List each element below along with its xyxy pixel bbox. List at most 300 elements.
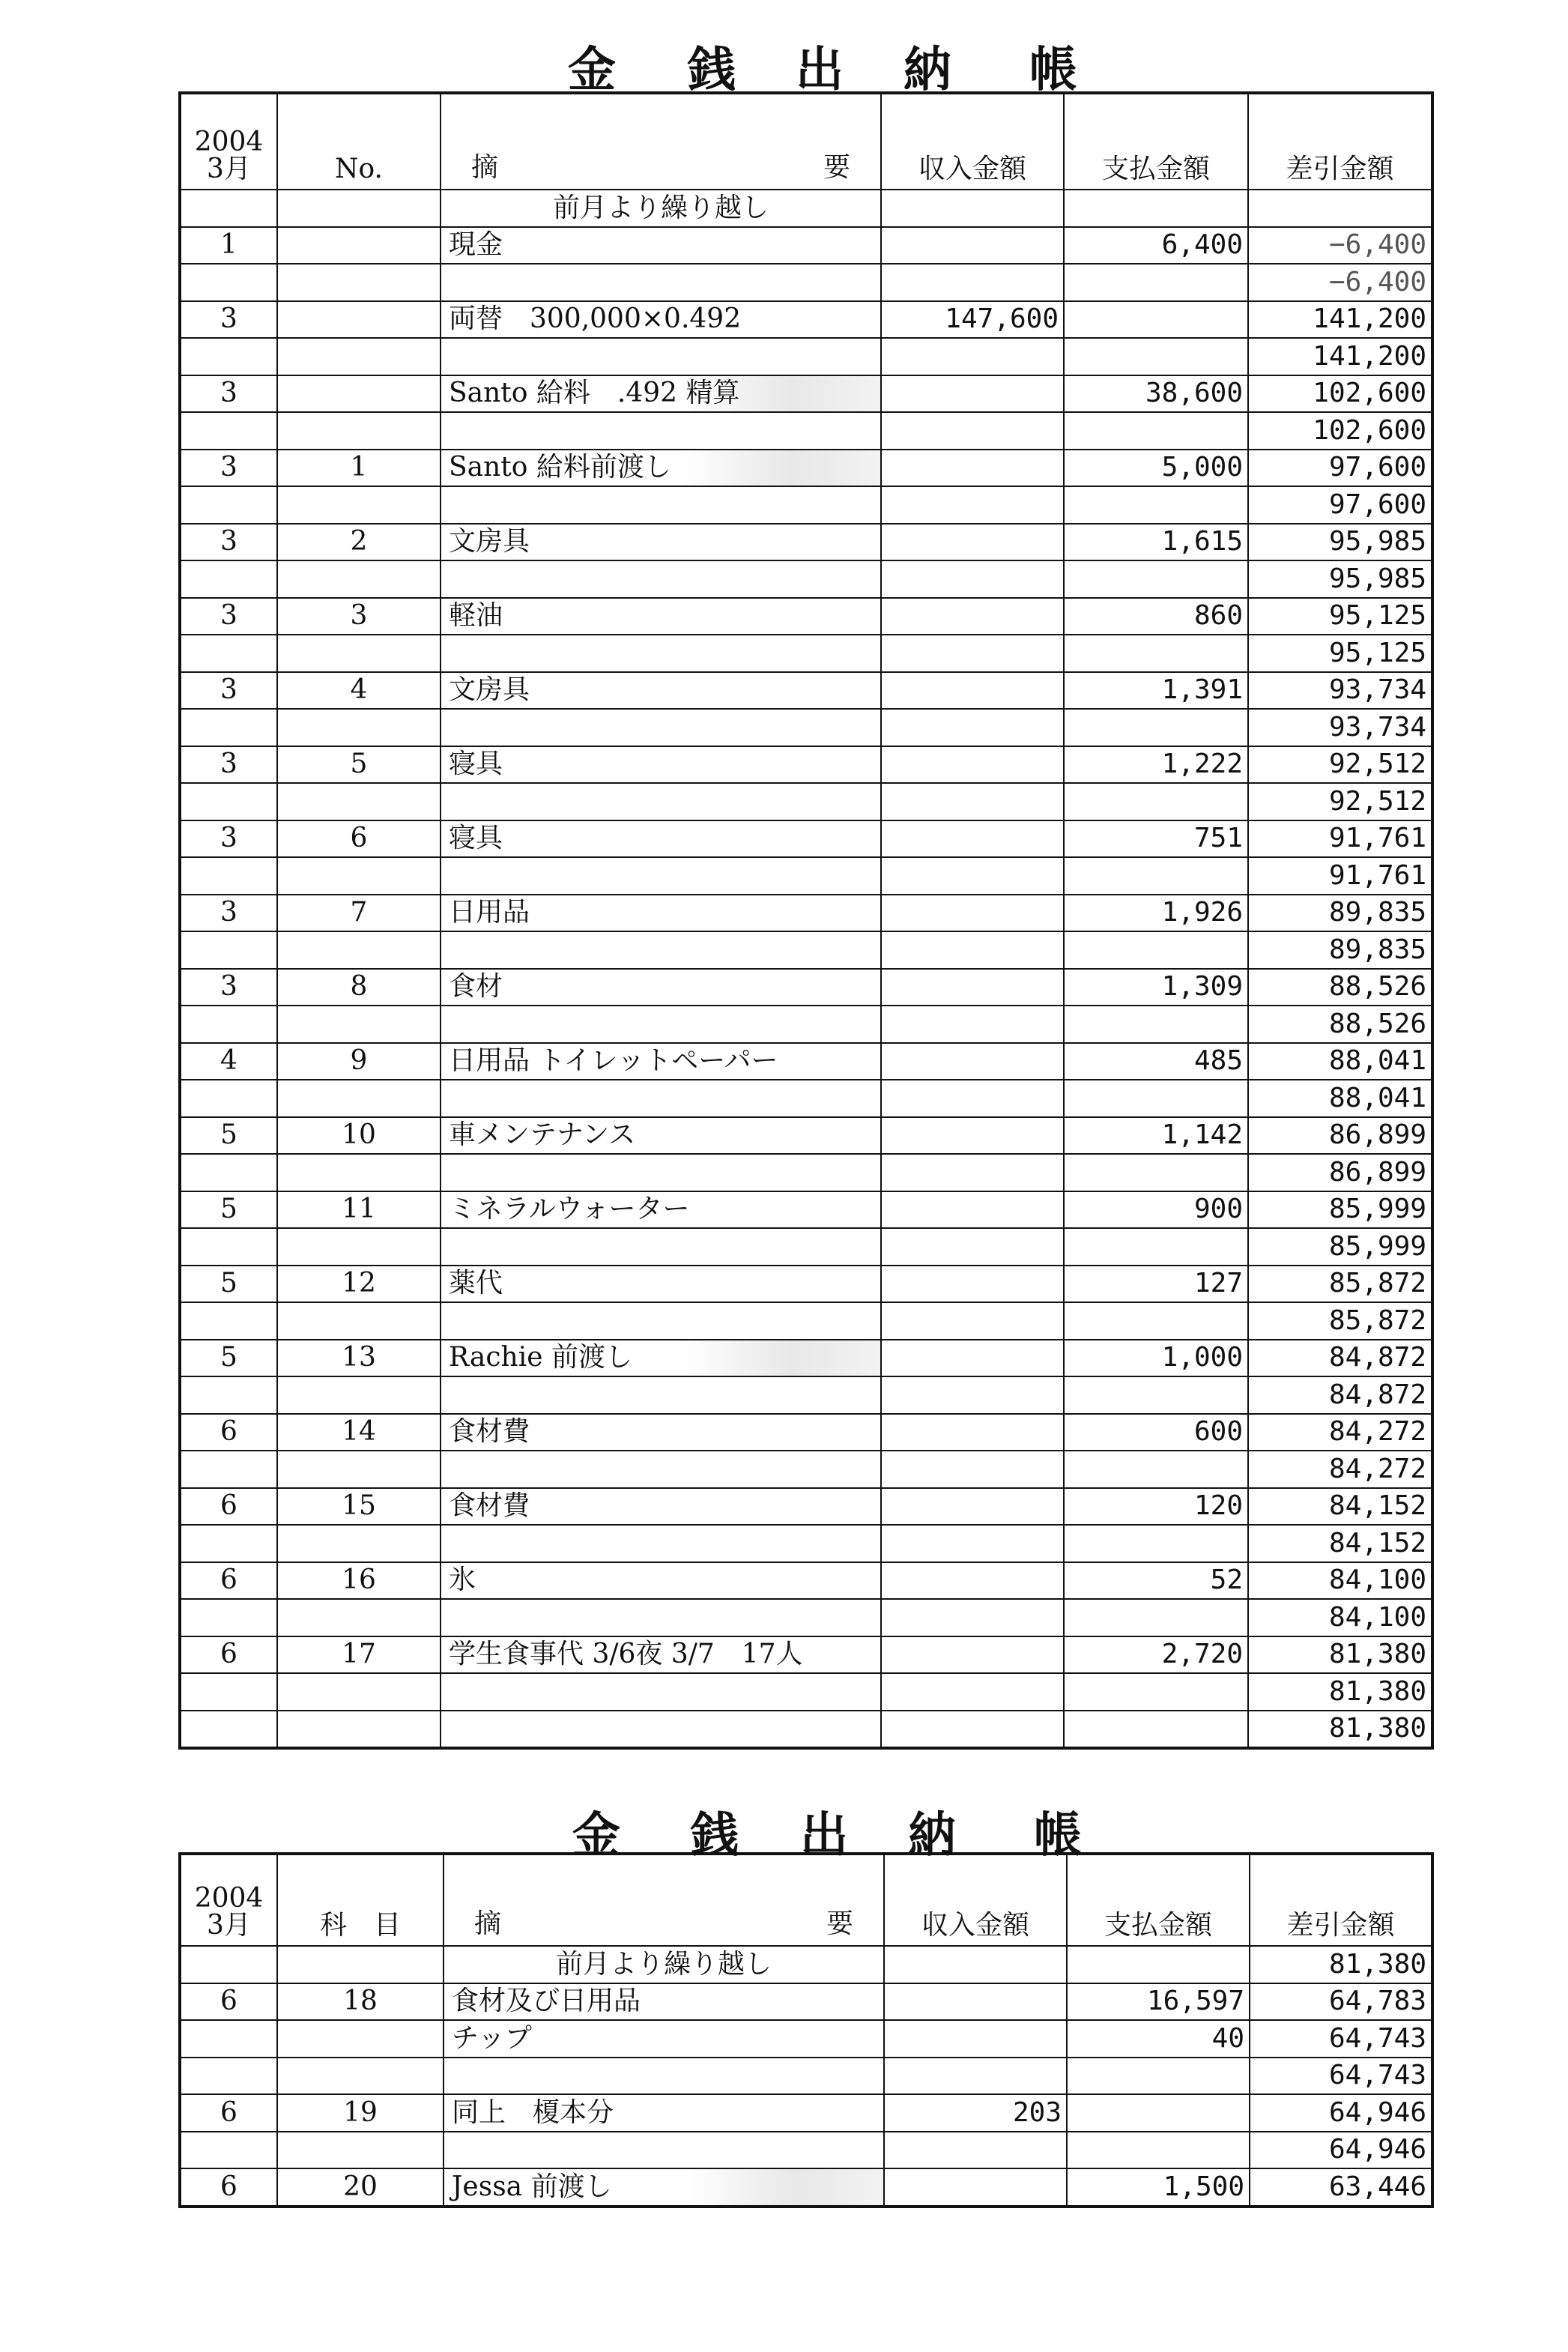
cell-income (881, 1525, 1064, 1562)
cell-expense (1064, 412, 1248, 450)
cell-expense: 1,222 (1064, 746, 1248, 784)
title-char: 納 (908, 1807, 956, 1863)
cell-expense: 1,615 (1064, 524, 1248, 561)
ledger-row (180, 1673, 1432, 1711)
cell-date (180, 635, 277, 672)
cell-date: 3 (180, 598, 277, 635)
cell-description (441, 709, 881, 746)
cell-description: ミネラルウォーター (441, 1191, 881, 1229)
ledger2-table (178, 1852, 1434, 2208)
cell-date: 3 (180, 375, 277, 413)
cell-date (180, 2058, 277, 2095)
cell-expense: 485 (1064, 1043, 1248, 1080)
cell-income (881, 672, 1064, 710)
cell-balance: 89,835 (1248, 895, 1432, 932)
ledger-row (180, 1946, 1432, 1983)
cell-balance: 93,734 (1248, 672, 1432, 710)
cell-date: 5 (180, 1340, 277, 1377)
cell-date: 3 (180, 895, 277, 932)
ledger-row (180, 895, 1432, 932)
cell-balance (1248, 190, 1432, 227)
cell-income (881, 1451, 1064, 1488)
cell-income (881, 524, 1064, 561)
cell-balance: 95,125 (1248, 635, 1432, 672)
cell-number: 20 (277, 2168, 444, 2207)
cell-number: 15 (277, 1488, 441, 1526)
cell-date (180, 1228, 277, 1266)
cell-date (180, 783, 277, 820)
cell-income (881, 895, 1064, 932)
cell-date (180, 1711, 277, 1749)
cell-description: 軽油 (441, 598, 881, 635)
title-char: 金 (572, 1807, 620, 1863)
cell-balance: 97,600 (1248, 450, 1432, 487)
cell-income (881, 857, 1064, 895)
cell-description (441, 635, 881, 672)
cell-expense: 860 (1064, 598, 1248, 635)
cell-balance: 64,743 (1250, 2058, 1432, 2095)
cell-expense: 5,000 (1064, 450, 1248, 487)
title-char: 銭 (691, 1807, 739, 1863)
cell-date (180, 1525, 277, 1562)
header-desc-left: 摘 (471, 152, 499, 183)
cell-income (884, 1983, 1067, 2021)
cell-description: 日用品 トイレットペーパー (441, 1043, 881, 1080)
ledger1-header-row (180, 93, 1432, 190)
ledger-row (180, 1451, 1432, 1488)
cell-income (881, 746, 1064, 784)
cell-description: 前月より繰り越し (444, 1946, 884, 1983)
cell-balance: 84,872 (1248, 1340, 1432, 1377)
cell-balance: 95,125 (1248, 598, 1432, 635)
cell-balance: 84,272 (1248, 1451, 1432, 1488)
header-desc-right: 要 (826, 1908, 853, 1939)
cell-expense (1067, 2094, 1250, 2132)
ledger-row (180, 524, 1432, 561)
title-char: 帳 (1029, 42, 1077, 98)
cell-balance: 141,200 (1248, 338, 1432, 375)
cell-description: 食材費 (441, 1414, 881, 1451)
cell-description (441, 338, 881, 375)
header-date (180, 1854, 277, 1946)
cell-date (180, 190, 277, 227)
cell-balance: 86,899 (1248, 1117, 1432, 1155)
ledger-row (180, 1562, 1432, 1600)
ledger-row (180, 1340, 1432, 1377)
cell-balance: 84,100 (1248, 1562, 1432, 1600)
cell-income (881, 1266, 1064, 1303)
cell-balance: 84,100 (1248, 1599, 1432, 1636)
cell-description (441, 1228, 881, 1266)
cell-expense: 751 (1064, 820, 1248, 858)
cell-balance: 92,512 (1248, 783, 1432, 820)
header-income: 収入金額 (884, 1854, 1067, 1946)
cell-balance: 84,152 (1248, 1488, 1432, 1526)
cell-description (441, 1525, 881, 1562)
cell-expense: 127 (1064, 1266, 1248, 1303)
cell-date: 6 (180, 2094, 277, 2132)
cell-date: 3 (180, 746, 277, 784)
cell-number (277, 190, 441, 227)
title-char: 出 (800, 1807, 848, 1863)
cell-number (277, 1006, 441, 1043)
cell-balance: 64,743 (1250, 2020, 1432, 2058)
ledger-row (180, 1488, 1432, 1526)
cell-balance: 88,526 (1248, 1006, 1432, 1043)
cell-income (881, 931, 1064, 969)
header-description (441, 93, 881, 190)
cell-number (277, 338, 441, 375)
cell-number: 12 (277, 1266, 441, 1303)
cell-balance: 93,734 (1248, 709, 1432, 746)
cell-date (180, 1599, 277, 1636)
cell-description: 同上 榎本分 (444, 2094, 884, 2132)
cell-balance: 86,899 (1248, 1154, 1432, 1191)
cell-number (277, 1080, 441, 1117)
cell-balance: 89,835 (1248, 931, 1432, 969)
cell-date: 3 (180, 820, 277, 858)
cell-description: 現金 (441, 227, 881, 264)
cell-balance: −6,400 (1248, 264, 1432, 301)
cell-description: 食材費 (441, 1488, 881, 1526)
header-income: 収入金額 (881, 93, 1064, 190)
header-desc-right: 要 (823, 152, 850, 183)
ledger1-body (180, 190, 1432, 1748)
cell-expense (1064, 1451, 1248, 1488)
cell-description (441, 1080, 881, 1117)
ledger-row (180, 1228, 1432, 1266)
cell-date (180, 709, 277, 746)
cell-number (277, 1673, 441, 1711)
header-balance: 差引金額 (1250, 1854, 1432, 1946)
cell-number (277, 1451, 441, 1488)
ledger2-title (0, 1797, 1568, 1863)
cell-income (884, 2168, 1067, 2207)
ledger-row (180, 1154, 1432, 1191)
header-year: 2004 (194, 1883, 264, 1914)
cell-balance: 84,272 (1248, 1414, 1432, 1451)
cell-number: 1 (277, 450, 441, 487)
ledger-row (180, 672, 1432, 710)
cell-expense: 40 (1067, 2020, 1250, 2058)
cell-date (180, 1673, 277, 1711)
cell-description: 寝具 (441, 820, 881, 858)
cell-date (180, 2132, 277, 2169)
cell-balance: 95,985 (1248, 524, 1432, 561)
cell-date (180, 1451, 277, 1488)
cell-expense (1064, 486, 1248, 524)
ledger-row (180, 931, 1432, 969)
ledger-row (180, 1525, 1432, 1562)
cell-expense (1067, 2058, 1250, 2095)
cell-date (180, 1376, 277, 1414)
cell-expense (1067, 2132, 1250, 2169)
cell-description (441, 931, 881, 969)
cell-description (441, 1154, 881, 1191)
cell-date: 3 (180, 524, 277, 561)
header-expense: 支払金額 (1064, 93, 1248, 190)
cell-balance: 81,380 (1248, 1711, 1432, 1749)
header-no: No. (277, 93, 441, 190)
cell-balance: 88,041 (1248, 1043, 1432, 1080)
cell-description (441, 1451, 881, 1488)
cell-expense (1064, 931, 1248, 969)
ledger-row (180, 598, 1432, 635)
cell-expense: 52 (1064, 1562, 1248, 1600)
cell-expense (1064, 264, 1248, 301)
ledger-row (180, 2168, 1432, 2207)
cell-number (277, 301, 441, 339)
cell-income (884, 2058, 1067, 2095)
ledger-row (180, 1711, 1432, 1749)
cell-date (180, 560, 277, 598)
ledger-row (180, 1983, 1432, 2021)
cell-number (277, 1154, 441, 1191)
cell-number: 13 (277, 1340, 441, 1377)
cell-number (277, 1302, 441, 1340)
ledger-row (180, 2020, 1432, 2058)
cell-number (277, 1525, 441, 1562)
cell-income (881, 375, 1064, 413)
cell-balance: 95,985 (1248, 560, 1432, 598)
cell-date: 6 (180, 1562, 277, 1600)
cell-date (180, 857, 277, 895)
header-balance: 差引金額 (1248, 93, 1432, 190)
ledger-row (180, 746, 1432, 784)
cell-number (277, 1599, 441, 1636)
ledger-row (180, 1191, 1432, 1229)
cell-description: 学生食事代 3/6夜 3/7 17人 (441, 1636, 881, 1674)
header-account: 科 目 (277, 1854, 444, 1946)
cell-balance: −6,400 (1248, 227, 1432, 264)
header-expense: 支払金額 (1067, 1854, 1250, 1946)
cell-expense (1064, 1154, 1248, 1191)
header-month: 3月 (207, 1910, 251, 1941)
title-char: 帳 (1034, 1807, 1082, 1863)
cell-expense (1064, 338, 1248, 375)
cell-number (277, 227, 441, 264)
cell-balance: 102,600 (1248, 375, 1432, 413)
cell-number (277, 1228, 441, 1266)
cell-expense: 1,500 (1067, 2168, 1250, 2207)
cell-description (444, 2058, 884, 2095)
cell-income (881, 227, 1064, 264)
cell-date: 5 (180, 1117, 277, 1155)
cell-balance: 91,761 (1248, 857, 1432, 895)
cell-income (881, 635, 1064, 672)
cell-date (180, 931, 277, 969)
cell-date: 3 (180, 969, 277, 1006)
cell-date (180, 1946, 277, 1983)
cell-number: 8 (277, 969, 441, 1006)
cell-expense (1064, 1006, 1248, 1043)
cell-number: 10 (277, 1117, 441, 1155)
cell-date: 5 (180, 1191, 277, 1229)
cell-number (277, 2132, 444, 2169)
cell-balance: 81,380 (1248, 1636, 1432, 1674)
cell-number: 5 (277, 746, 441, 784)
ledger-row (180, 2132, 1432, 2169)
cell-expense: 1,309 (1064, 969, 1248, 1006)
ledger-row (180, 635, 1432, 672)
ledger-row (180, 338, 1432, 375)
ledger-row (180, 709, 1432, 746)
cell-income (881, 1154, 1064, 1191)
header-date (180, 93, 277, 190)
cell-number: 7 (277, 895, 441, 932)
cell-balance: 85,872 (1248, 1266, 1432, 1303)
cell-balance: 88,041 (1248, 1080, 1432, 1117)
cell-balance: 81,380 (1250, 1946, 1432, 1983)
cell-number (277, 1376, 441, 1414)
cell-description: 寝具 (441, 746, 881, 784)
cell-balance: 97,600 (1248, 486, 1432, 524)
cell-expense (1064, 1599, 1248, 1636)
cell-date (180, 264, 277, 301)
cell-date (180, 1302, 277, 1340)
ledger-row (180, 1043, 1432, 1080)
cell-income (881, 264, 1064, 301)
cell-number (277, 375, 441, 413)
ledger-row (180, 190, 1432, 227)
cell-description (441, 783, 881, 820)
cell-date: 1 (180, 227, 277, 264)
header-year: 2004 (194, 127, 264, 157)
title-char: 金 (568, 42, 616, 98)
cell-description: 両替 300,000×0.492 (441, 301, 881, 339)
ledger-row (180, 969, 1432, 1006)
cell-expense: 6,400 (1064, 227, 1248, 264)
cell-date (180, 1080, 277, 1117)
cell-date: 6 (180, 1983, 277, 2021)
cell-expense (1064, 1525, 1248, 1562)
cell-income (881, 560, 1064, 598)
ledger-row (180, 301, 1432, 339)
cell-number: 9 (277, 1043, 441, 1080)
cell-expense: 2,720 (1064, 1636, 1248, 1674)
ledger-row (180, 412, 1432, 450)
cell-date: 6 (180, 1636, 277, 1674)
cell-number: 16 (277, 1562, 441, 1600)
ledger-row (180, 820, 1432, 858)
cell-income (884, 2020, 1067, 2058)
cell-description (444, 2132, 884, 2169)
cell-date: 6 (180, 1414, 277, 1451)
cell-expense: 600 (1064, 1414, 1248, 1451)
cell-expense: 1,142 (1064, 1117, 1248, 1155)
cell-income (881, 598, 1064, 635)
cell-expense: 1,000 (1064, 1340, 1248, 1377)
cell-balance: 85,999 (1248, 1228, 1432, 1266)
cell-balance: 85,999 (1248, 1191, 1432, 1229)
cell-income (881, 1636, 1064, 1674)
cell-description (441, 486, 881, 524)
cell-income: 203 (884, 2094, 1067, 2132)
cell-date (180, 412, 277, 450)
cell-description: 日用品 (441, 895, 881, 932)
cell-expense (1064, 1302, 1248, 1340)
cell-expense: 16,597 (1067, 1983, 1250, 2021)
cell-description (441, 1376, 881, 1414)
cell-income (881, 1340, 1064, 1377)
cell-date: 3 (180, 301, 277, 339)
cell-description: 文房具 (441, 524, 881, 561)
cell-number (277, 264, 441, 301)
cell-income (881, 1599, 1064, 1636)
cell-income (881, 486, 1064, 524)
ledger-row (180, 1006, 1432, 1043)
cell-balance: 84,152 (1248, 1525, 1432, 1562)
cell-number (277, 709, 441, 746)
cell-number: 4 (277, 672, 441, 710)
ledger-row (180, 2094, 1432, 2132)
ledger-row (180, 1266, 1432, 1303)
ledger-row (180, 1414, 1432, 1451)
cell-balance: 64,946 (1250, 2094, 1432, 2132)
cell-expense (1064, 783, 1248, 820)
cell-description: 前月より繰り越し (441, 190, 881, 227)
cell-description: チップ (444, 2020, 884, 2058)
ledger-row (180, 2058, 1432, 2095)
cell-description (441, 1006, 881, 1043)
cell-description: Santo 給料前渡し (441, 450, 881, 487)
cell-income (881, 1228, 1064, 1266)
cell-date (180, 1006, 277, 1043)
ledger-row (180, 227, 1432, 264)
cell-date: 3 (180, 450, 277, 487)
cell-description (441, 1673, 881, 1711)
cell-expense (1064, 1673, 1248, 1711)
cell-balance: 91,761 (1248, 820, 1432, 858)
cell-expense (1064, 709, 1248, 746)
cell-balance: 92,512 (1248, 746, 1432, 784)
cell-income (881, 1414, 1064, 1451)
cell-expense: 900 (1064, 1191, 1248, 1229)
cell-income (884, 1946, 1067, 1983)
cell-expense (1064, 301, 1248, 339)
cell-expense (1064, 560, 1248, 598)
cell-income (881, 1562, 1064, 1600)
ledger-row (180, 1080, 1432, 1117)
cell-income (881, 820, 1064, 858)
ledger-row (180, 560, 1432, 598)
cell-number: 3 (277, 598, 441, 635)
cell-number (277, 1946, 444, 1983)
cell-description (441, 857, 881, 895)
cell-number (277, 783, 441, 820)
cell-income (881, 1673, 1064, 1711)
cell-income (881, 1376, 1064, 1414)
cell-balance: 81,380 (1248, 1673, 1432, 1711)
cell-income (881, 450, 1064, 487)
cell-income (881, 969, 1064, 1006)
ledger1-table (178, 91, 1434, 1750)
cell-balance: 64,783 (1250, 1983, 1432, 2021)
cell-number (277, 2020, 444, 2058)
cell-number (277, 486, 441, 524)
cell-expense (1064, 1711, 1248, 1749)
cell-number (277, 2058, 444, 2095)
cell-balance: 85,872 (1248, 1302, 1432, 1340)
cell-expense (1064, 857, 1248, 895)
cell-balance: 84,872 (1248, 1376, 1432, 1414)
cell-expense (1064, 635, 1248, 672)
ledger2-header-row (180, 1854, 1432, 1946)
cell-expense (1064, 1376, 1248, 1414)
cell-income (881, 1711, 1064, 1749)
cell-income: 147,600 (881, 301, 1064, 339)
cell-description (441, 264, 881, 301)
